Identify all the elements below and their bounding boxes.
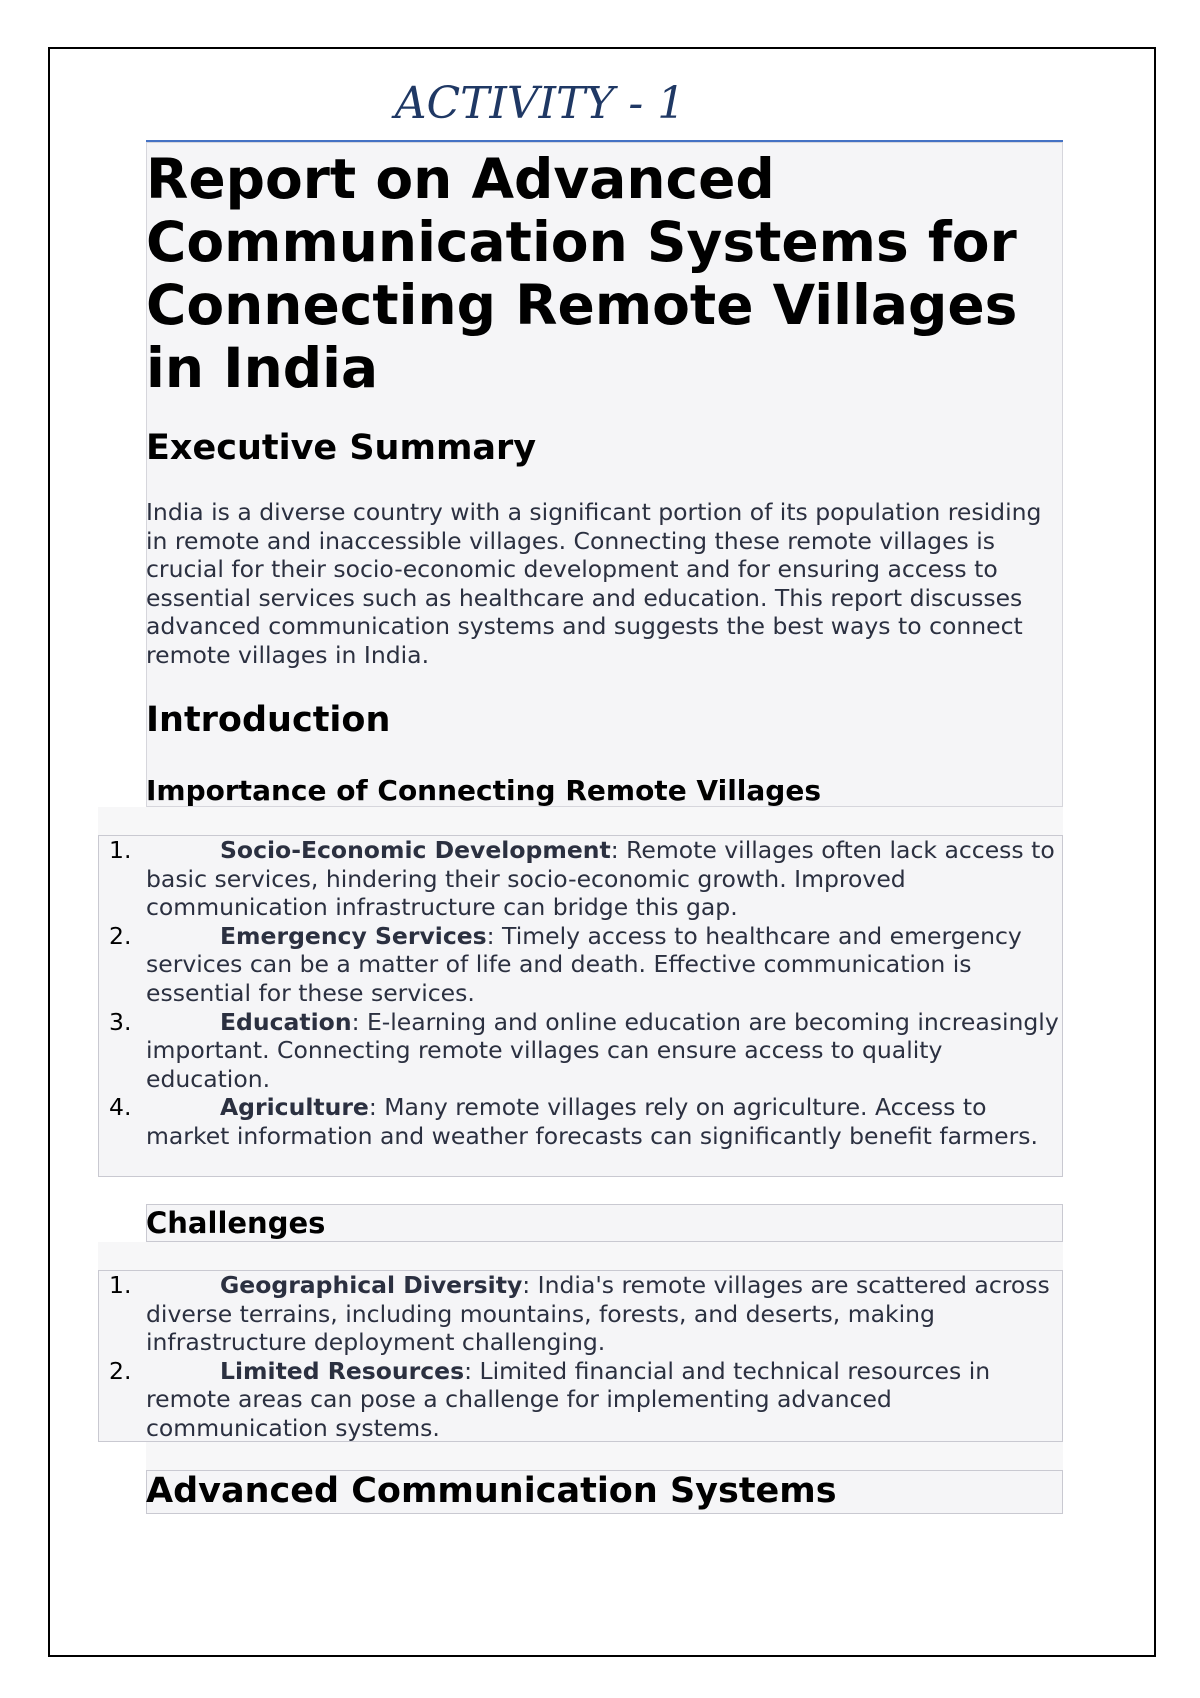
section-spacer <box>146 1442 1063 1470</box>
list-number: 1. <box>109 836 132 864</box>
list-term: Socio-Economic Development <box>220 836 611 864</box>
list-term: Geographical Diversity <box>220 1271 523 1299</box>
list-item <box>109 1093 1063 1150</box>
list-term: Emergency Services <box>220 921 487 950</box>
list-item <box>109 836 1063 922</box>
list-number: 1. <box>109 1271 132 1299</box>
list-number: 2. <box>109 921 132 950</box>
importance-subheading: Importance of Connecting Remote Villages <box>146 774 821 807</box>
list-text: : Many remote villages rely on agriculture. Access to market information and weather forecasts can significantly benefit farmers. <box>146 1093 1038 1150</box>
list-number: 3. <box>109 1007 132 1036</box>
list-number: 4. <box>109 1093 132 1122</box>
list-term: Limited Resources <box>220 1356 465 1385</box>
list-item <box>109 921 1063 1008</box>
advanced-systems-heading: Advanced Communication Systems <box>146 1471 837 1511</box>
importance-list <box>109 836 1063 1151</box>
list-text: : Timely access to healthcare and emergency services can be a matter of life and death. Effective communication is essential for these services. <box>146 921 1022 1007</box>
list-spacer <box>98 1242 1063 1270</box>
list-text: : Limited financial and technical resources in remote areas can pose a challenge for implementing advanced communication systems. <box>146 1356 991 1442</box>
executive-summary-text: India is a diverse country with a significant portion of its population residing in remote and inaccessible villages. Connecting these remote villages is crucial for their socio-economic development and for ensuring access to essential services such as healthcare and education. This report discusses advanced communication systems and suggests the best ways to connect remote villages in India. <box>146 498 1042 669</box>
list-term: Agriculture <box>220 1093 369 1122</box>
list-item <box>109 1271 1063 1357</box>
list-item <box>109 1356 1063 1443</box>
activity-title: ACTIVITY - 1 <box>394 78 686 129</box>
list-term: Education <box>220 1007 352 1036</box>
challenges-heading: Challenges <box>146 1206 326 1240</box>
challenges-list <box>109 1271 1063 1443</box>
list-spacer <box>98 807 1063 835</box>
list-text: : India's remote villages are scattered across diverse terrains, including mountains, forests, and deserts, making infrastructure deployment challenging. <box>146 1271 1050 1357</box>
introduction-heading: Introduction <box>146 700 391 740</box>
list-text: : E-learning and online education are becoming increasingly important. Connecting remote villages can ensure access to quality education. <box>146 1007 1059 1093</box>
list-number: 2. <box>109 1356 132 1385</box>
report-title: Report on Advanced Communication Systems for Connecting Remote Villages in India <box>146 147 1018 400</box>
list-item <box>109 1007 1063 1094</box>
list-text: : Remote villages often lack access to basic services, hindering their socio-economic growth. Improved communication infrastructure can bridge this gap. <box>146 836 1055 922</box>
executive-summary-heading: Executive Summary <box>146 428 537 468</box>
